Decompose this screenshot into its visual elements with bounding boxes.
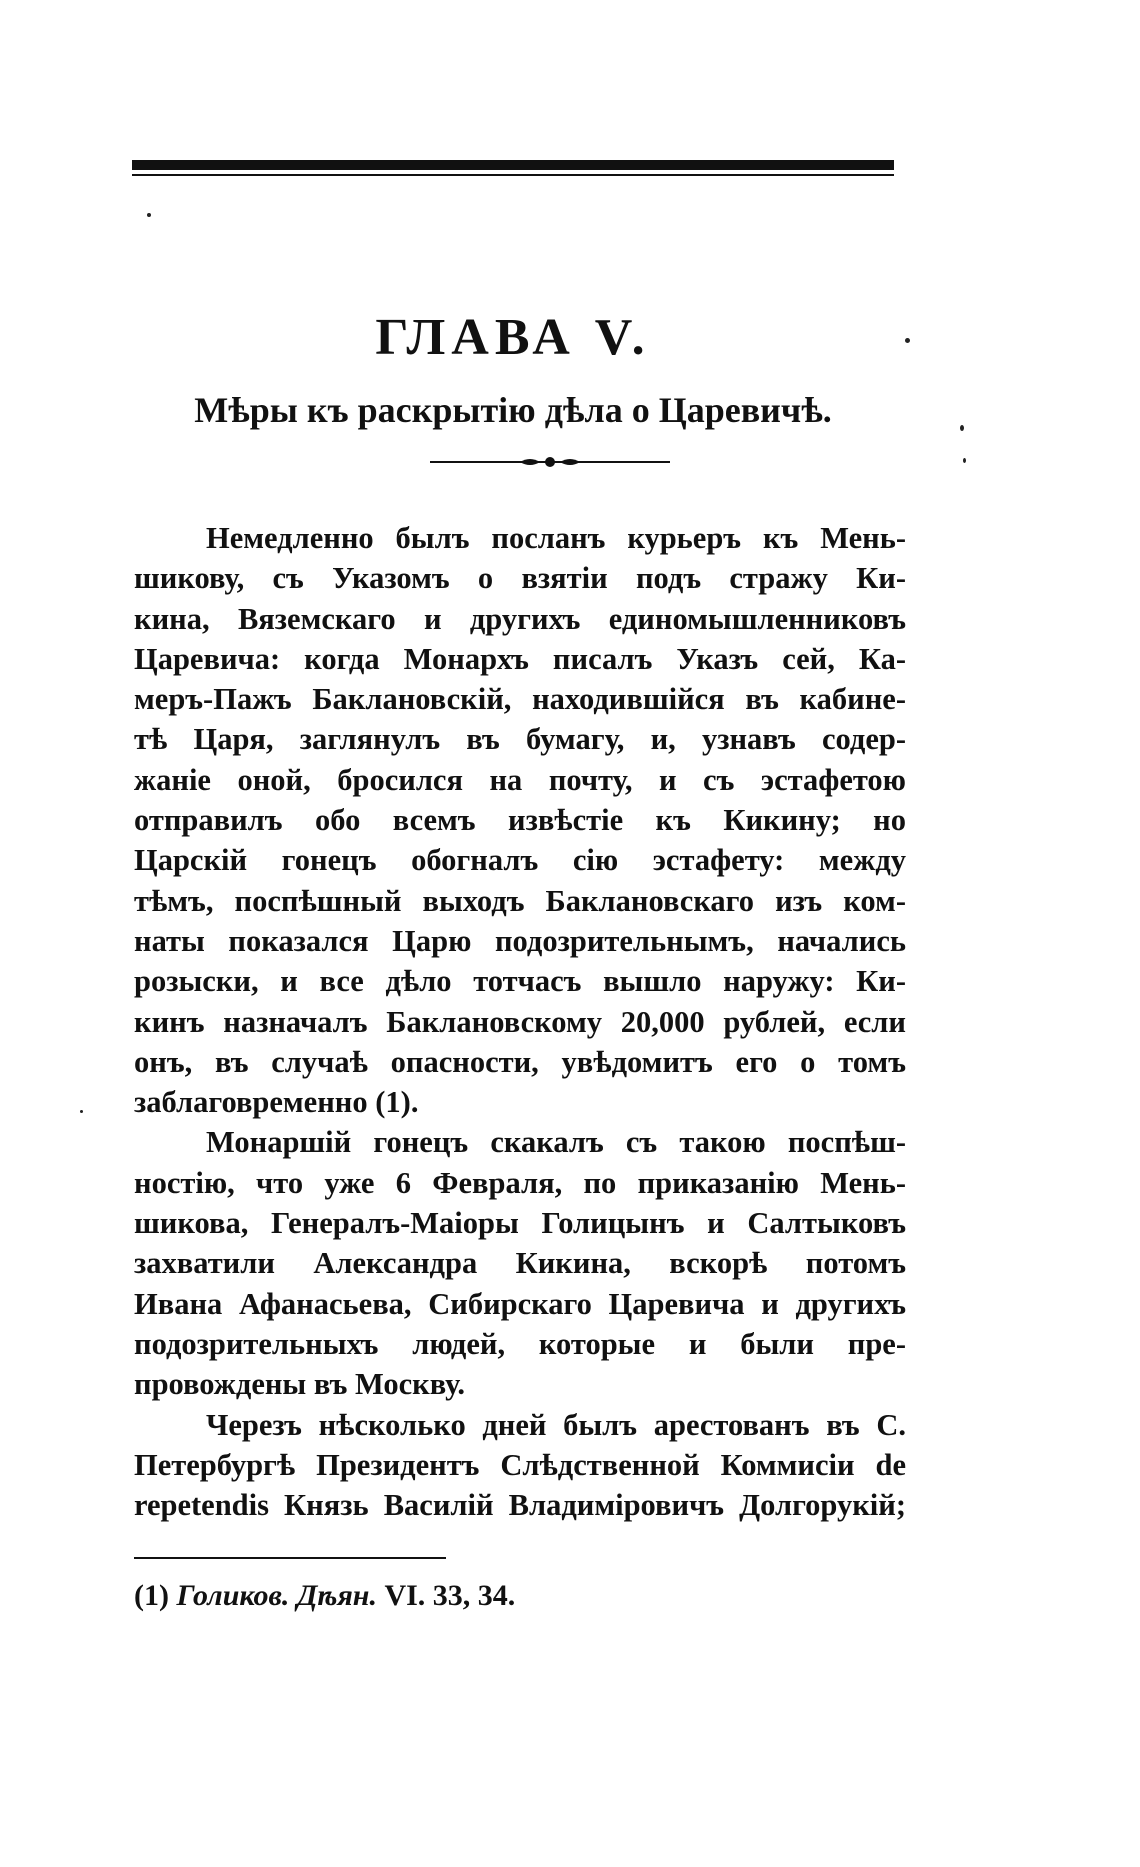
body-line xyxy=(134,961,906,1001)
body-line-text: захватили Александра Кикина, вскорѣ потомъ xyxy=(134,1246,906,1281)
ornament-divider-icon xyxy=(430,452,670,472)
body-line-text: меръ-Пажъ Баклановскій, находившійся въ кабине- xyxy=(134,682,906,717)
footnote-reference: (1). xyxy=(375,1085,419,1120)
body-line xyxy=(134,679,906,719)
body-line xyxy=(134,840,906,880)
body-line-text: кинъ назначалъ Баклановскому 20,000 рублей, если xyxy=(134,1004,906,1039)
body-line-text: Царскій гонецъ обогналъ сію эстафету: между xyxy=(134,843,906,878)
header-rule-thick xyxy=(132,160,894,170)
page-speck xyxy=(905,338,910,343)
body-line-text: шикову, съ Указомъ о взятіи подъ стражу Ки- xyxy=(134,561,906,596)
body-line-text: шикова, Генералъ-Маіоры Голицынъ и Салтыковъ xyxy=(134,1206,906,1241)
body-line xyxy=(134,921,906,961)
footnote-rule xyxy=(134,1557,446,1559)
body-line xyxy=(134,1002,906,1042)
body-line-text: Монаршій гонецъ скакалъ съ такою поспѣш- xyxy=(206,1125,906,1160)
page-speck xyxy=(963,458,966,463)
body-line xyxy=(134,1203,906,1243)
page-speck xyxy=(147,213,151,217)
body-line xyxy=(134,1364,906,1404)
body-line xyxy=(134,518,906,558)
body-line xyxy=(134,1405,906,1445)
body-line-text: розыски, и все дѣло тотчасъ вышло наружу: Ки- xyxy=(134,964,906,999)
body-line-text: провождены въ Москву. xyxy=(134,1367,465,1402)
header-rule-thin xyxy=(132,174,894,176)
body-line xyxy=(134,1284,906,1324)
body-line-text: Ивана Афанасьева, Сибирскаго Царевича и другихъ xyxy=(134,1286,906,1321)
body-line xyxy=(134,1243,906,1283)
chapter-body-text xyxy=(134,518,906,1525)
body-line-text: подозрительныхъ людей, которые и были пре- xyxy=(134,1326,906,1361)
footnote xyxy=(134,1578,515,1614)
body-line-text: Немедленно былъ посланъ курьеръ къ Мень- xyxy=(206,521,906,555)
header-double-rule xyxy=(132,160,894,176)
footnote-ref: VI. 33, 34. xyxy=(384,1579,516,1612)
body-line-text: ностію, что уже 6 Февраля, по приказанію Мень- xyxy=(134,1165,906,1200)
body-line-text: Петербургѣ Президентъ Слѣдственной Коммисіи de xyxy=(134,1447,906,1482)
body-line xyxy=(134,599,906,639)
body-line xyxy=(134,1324,906,1364)
body-line xyxy=(134,1163,906,1203)
body-line xyxy=(134,881,906,921)
chapter-subtitle: Мѣры къ раскрытію дѣла о Царевичѣ. xyxy=(194,390,832,430)
body-line-text: кина, Вяземскаго и другихъ единомышленниковъ xyxy=(134,601,906,636)
body-line-text: тѣ Царя, заглянулъ въ бумагу, и, узнавъ содер- xyxy=(134,722,906,757)
body-line-text: тѣмъ, поспѣшный выходъ Баклановскаго изъ ком- xyxy=(134,883,906,918)
body-line xyxy=(134,1042,906,1082)
body-line-text: repetendis Князь Василій Владиміровичъ Долгорукій; xyxy=(134,1488,906,1523)
body-line xyxy=(134,639,906,679)
body-line-text: Черезъ нѣсколько дней былъ арестованъ въ С. xyxy=(206,1407,906,1442)
body-line xyxy=(134,1122,906,1162)
body-line-text: наты показался Царю подозрительнымъ, начались xyxy=(134,923,906,958)
footnote-marker: (1) xyxy=(134,1579,169,1612)
body-line xyxy=(134,760,906,800)
body-line xyxy=(134,719,906,759)
body-line-text: жаніе оной, бросился на почту, и съ эстафетою xyxy=(134,762,906,797)
page-speck xyxy=(960,425,964,431)
footnote-source: Голиков. Дѣян. xyxy=(176,1579,377,1612)
page-speck xyxy=(80,1110,83,1113)
body-line-text: отправилъ обо всемъ извѣстіе къ Кикину; но xyxy=(134,803,906,838)
body-line xyxy=(134,558,906,598)
chapter-title: ГЛАВА V. xyxy=(375,309,651,366)
body-line-text: Царевича: когда Монархъ писалъ Указъ сей, Ка- xyxy=(134,641,906,676)
body-line-text: заблаговременно xyxy=(134,1085,368,1120)
body-line-text: онъ, въ случаѣ опасности, увѣдомитъ его о томъ xyxy=(134,1044,906,1079)
body-line xyxy=(134,800,906,840)
body-line xyxy=(134,1445,906,1485)
body-line xyxy=(134,1485,906,1525)
body-line xyxy=(134,1082,906,1122)
